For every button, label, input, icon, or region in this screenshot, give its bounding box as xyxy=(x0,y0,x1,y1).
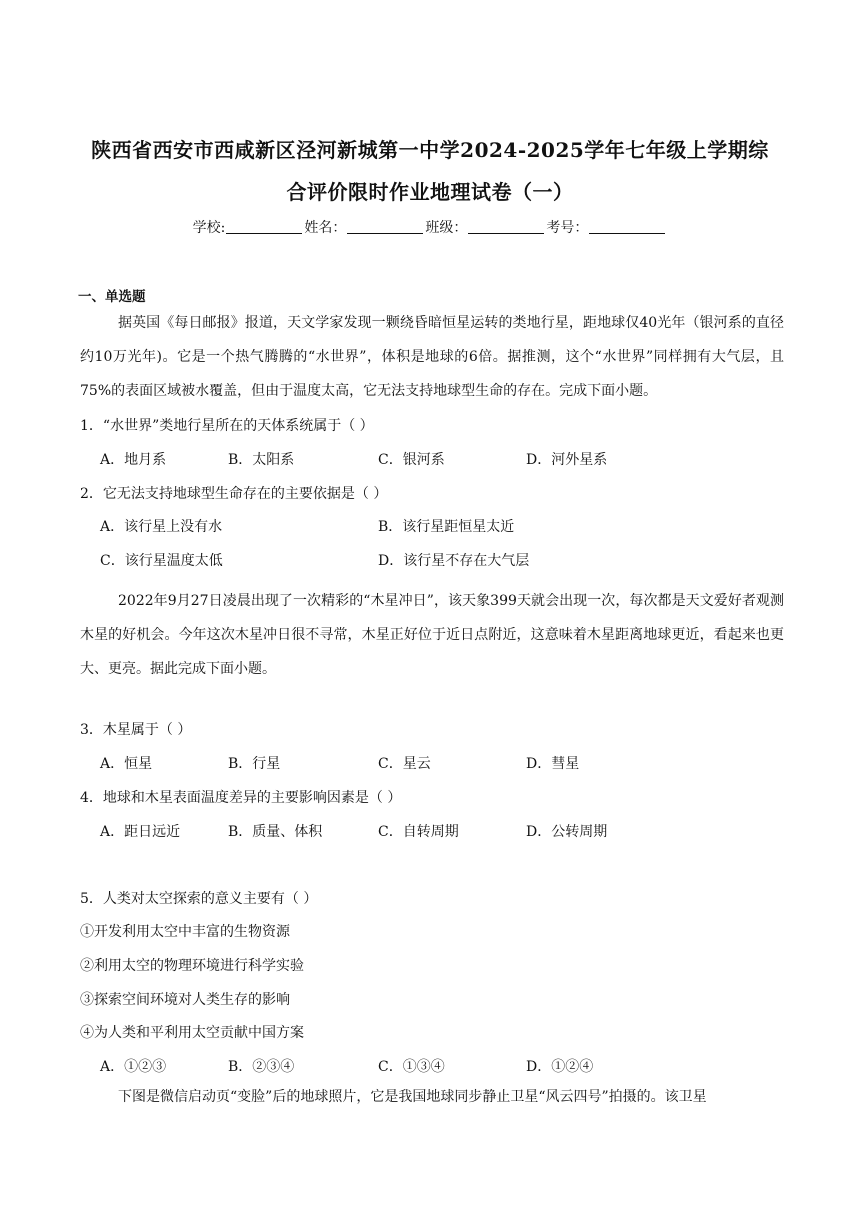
question-2-option-b: B．该行星距恒星太近 xyxy=(378,519,515,535)
question-3-option-c: C．星云 xyxy=(378,756,431,772)
school-blank xyxy=(226,219,302,234)
reading-passage-1: 据英国《每日邮报》报道，天文学家发现一颗绕昏暗恒星运转的类地行星，距地球仅40光年（银河系的直径约10万光年)。它是一个热气腾腾的“水世界”，体积是地球的6倍。据推测，这个“水世界”同样拥有大气层，且75%的表面区域被水覆盖，但由于温度太高，它无法支持地球型生命的存在。完成下面小题。 xyxy=(80,315,784,399)
question-1-option-b: B．太阳系 xyxy=(228,452,295,468)
student-info-row xyxy=(0,218,860,238)
question-3-option-d: D．彗星 xyxy=(526,756,580,772)
section-heading: 一、单选题 xyxy=(78,289,146,305)
question-2-stem: 2．它无法支持地球型生命存在的主要依据是（ ） xyxy=(80,486,388,502)
exam-no-blank xyxy=(589,219,665,234)
question-1-option-d: D．河外星系 xyxy=(526,452,608,468)
question-5-item-3: ③探索空间环境对人类生存的影响 xyxy=(80,992,290,1008)
question-5-option-c: C．①③④ xyxy=(378,1059,445,1075)
question-4-stem: 4．地球和木星表面温度差异的主要影响因素是（ ） xyxy=(80,790,402,806)
question-4-option-a: A．距日远近 xyxy=(100,824,181,840)
question-4-option-b: B．质量、体积 xyxy=(228,824,323,840)
question-4-option-d: D．公转周期 xyxy=(526,824,608,840)
question-3-stem: 3．木星属于（ ） xyxy=(80,722,192,738)
name-blank xyxy=(347,219,423,234)
exam-title-line-1: 陕西省西安市西咸新区泾河新城第一中学2024-2025学年七年级上学期综 xyxy=(91,138,769,162)
question-5-option-a: A．①②③ xyxy=(100,1059,167,1075)
question-5-option-d: D．①②④ xyxy=(526,1059,594,1075)
question-5-stem: 5．人类对太空探索的意义主要有（ ） xyxy=(80,891,318,907)
class-blank xyxy=(468,219,544,234)
name-label: 姓名： xyxy=(304,220,347,236)
question-3-option-b: B．行星 xyxy=(228,756,281,772)
school-label: 学校: xyxy=(192,220,226,236)
question-2-option-c: C．该行星温度太低 xyxy=(100,553,223,569)
class-label: 班级： xyxy=(425,220,468,236)
question-1-stem: 1．“水世界”类地行星所在的天体系统属于（ ） xyxy=(80,418,374,434)
exam-title-line-2: 合评价限时作业地理试卷（一） xyxy=(286,180,574,204)
question-1-option-a: A．地月系 xyxy=(100,452,167,468)
question-5-option-b: B．②③④ xyxy=(228,1059,295,1075)
question-5-item-1: ①开发利用太空中丰富的生物资源 xyxy=(80,924,290,940)
question-3-option-a: A．恒星 xyxy=(100,756,153,772)
question-2-option-d: D．该行星不存在大气层 xyxy=(378,553,530,569)
exam-no-label: 考号： xyxy=(546,220,589,236)
question-2-option-a: A．该行星上没有水 xyxy=(100,519,223,535)
reading-passage-3: 下图是微信启动页“变脸”后的地球照片，它是我国地球同步静止卫星“风云四号”拍摄的。该卫星 xyxy=(118,1089,707,1105)
reading-passage-2: 2022年9月27日凌晨出现了一次精彩的“木星冲日”，该天象399天就会出现一次，每次都是天文爱好者观测木星的好机会。今年这次木星冲日很不寻常，木星正好位于近日点附近，这意味着木星距离地球更近，看起来也更大、更亮。据此完成下面小题。 xyxy=(80,593,784,677)
question-5-item-4: ④为人类和平利用太空贡献中国方案 xyxy=(80,1025,304,1041)
question-1-option-c: C．银河系 xyxy=(378,452,445,468)
question-4-option-c: C．自转周期 xyxy=(378,824,459,840)
question-5-item-2: ②利用太空的物理环境进行科学实验 xyxy=(80,958,304,974)
